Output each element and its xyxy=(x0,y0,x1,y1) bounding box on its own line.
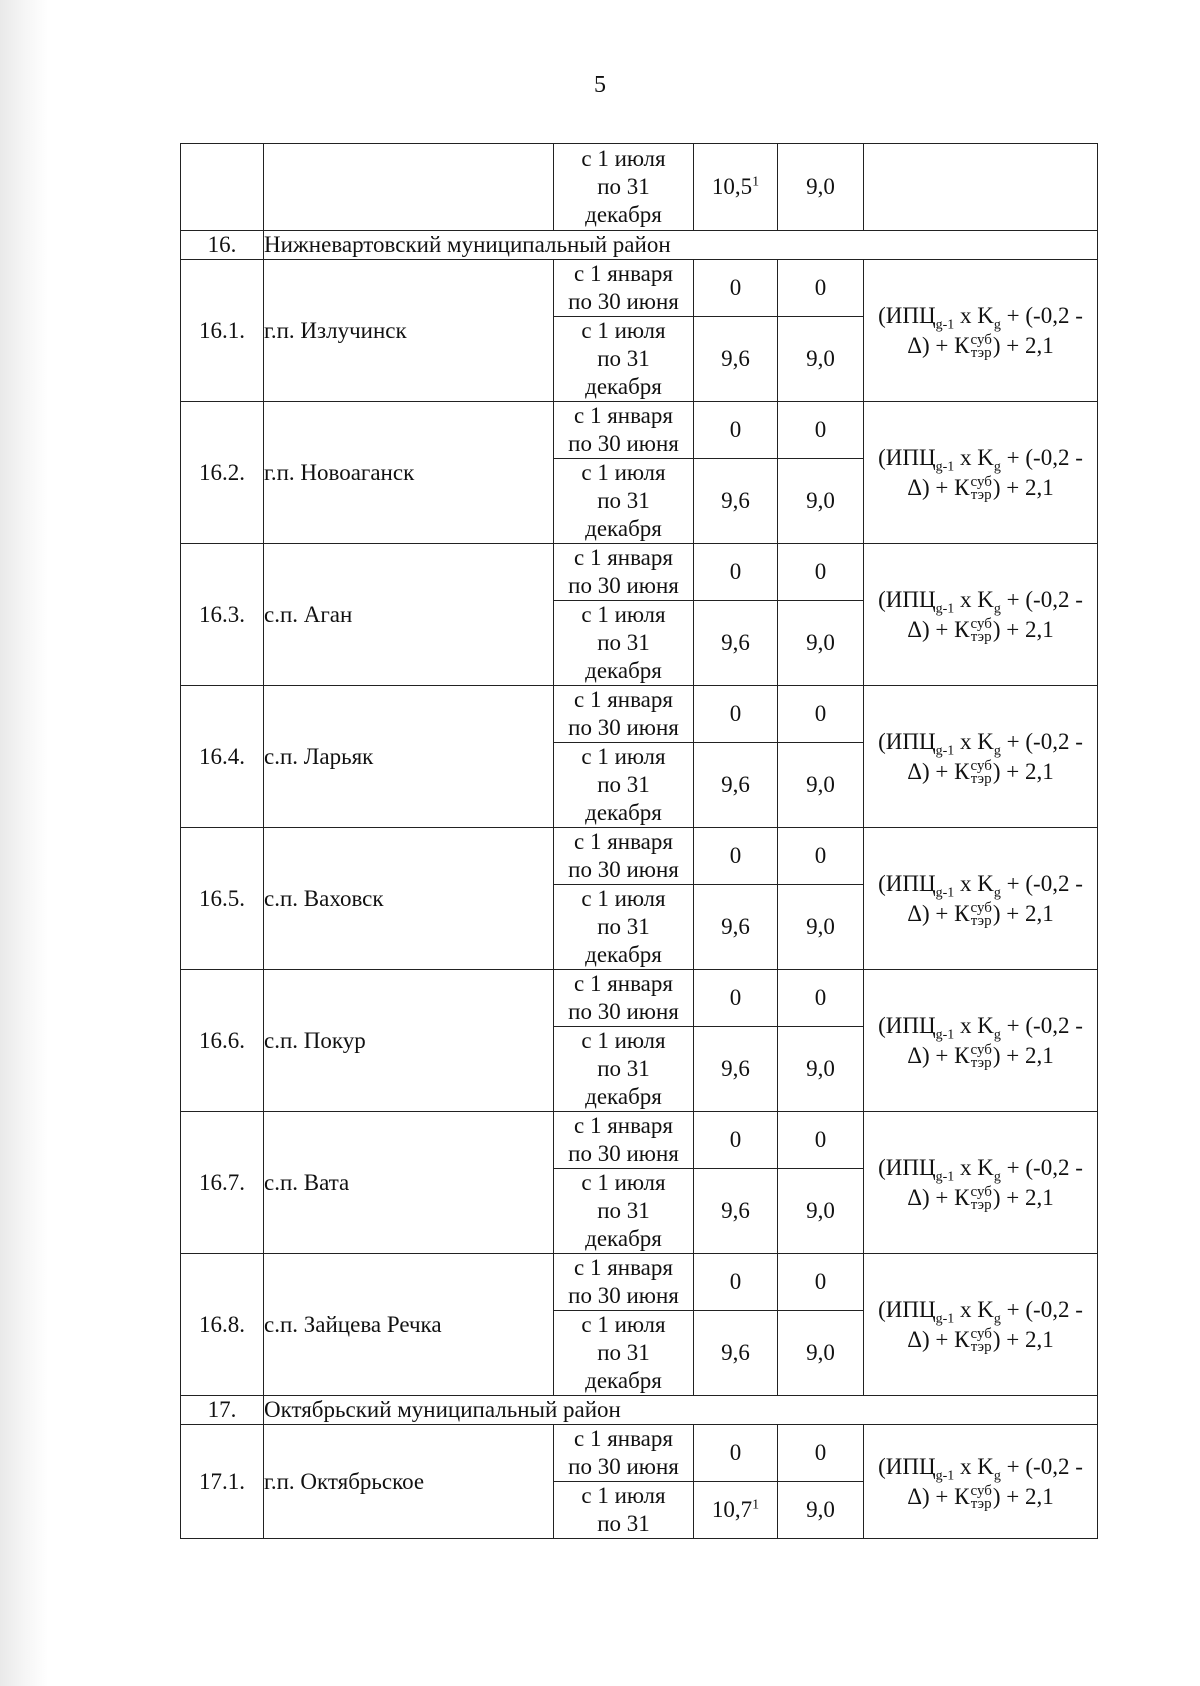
row-number: 16.2. xyxy=(181,402,264,544)
value-cell: 9,0 xyxy=(778,317,864,402)
settlement-name: с.п. Покур xyxy=(264,970,554,1112)
value-cell: 0 xyxy=(778,970,864,1027)
formula-part: + (-0,2 - xyxy=(1000,870,1083,896)
period-line: по 30 июня xyxy=(568,715,679,740)
period-line: с 1 июля xyxy=(581,318,666,343)
period-cell xyxy=(554,885,694,970)
settlement-name: г.п. Новоаганск xyxy=(264,402,554,544)
formula-line-1 xyxy=(864,1011,1097,1041)
formula-part: ) + 2,1 xyxy=(992,900,1054,926)
formula-subscript: тэр xyxy=(970,1197,992,1214)
section-title: Нижневартовский муниципальный район xyxy=(264,231,1098,260)
formula-part: x K xyxy=(954,302,994,328)
period-line: с 1 июля xyxy=(581,1312,666,1337)
formula-line-2 xyxy=(864,1482,1097,1512)
value-text: 10,7 xyxy=(711,1497,753,1522)
period-line: по 31 xyxy=(597,1198,650,1223)
period-cell xyxy=(554,686,694,743)
period-cell xyxy=(554,828,694,885)
period-cell xyxy=(554,1254,694,1311)
period-line: с 1 июля xyxy=(581,602,666,627)
value-cell xyxy=(694,601,778,686)
formula-part: ) + 2,1 xyxy=(992,1184,1054,1210)
period-cell xyxy=(554,1425,694,1482)
value-cell: 0 xyxy=(778,1112,864,1169)
formula-part: + (-0,2 - xyxy=(1000,586,1083,612)
formula-part: ) + 2,1 xyxy=(992,1042,1054,1068)
formula-part: Δ) + К xyxy=(907,758,970,784)
period-line: по 30 июня xyxy=(568,1283,679,1308)
section-number: 17. xyxy=(181,1396,264,1425)
formula-part: Δ) + К xyxy=(907,616,970,642)
formula-subscript: g-1 xyxy=(935,1468,955,1484)
formula-superscript: суб xyxy=(970,758,992,775)
period-cell xyxy=(554,544,694,601)
formula-part: + (-0,2 - xyxy=(1000,302,1083,328)
formula-index xyxy=(970,760,991,786)
formula-part: ) + 2,1 xyxy=(992,758,1054,784)
value-cell xyxy=(694,1482,778,1539)
formula-cell xyxy=(864,970,1098,1112)
table-row xyxy=(181,260,1098,317)
period-line: с 1 июля xyxy=(581,1028,666,1053)
period-line: по 31 xyxy=(597,1056,650,1081)
formula-line-2 xyxy=(864,331,1097,361)
section-header-row xyxy=(181,1396,1098,1425)
formula-part: x K xyxy=(954,586,994,612)
formula-superscript: суб xyxy=(970,474,992,491)
row-number: 16.6. xyxy=(181,970,264,1112)
row-number: 16.8. xyxy=(181,1254,264,1396)
number-cell xyxy=(181,144,264,231)
value-cell: 0 xyxy=(778,544,864,601)
period-line: декабря xyxy=(585,374,662,399)
value-cell: 9,0 xyxy=(778,885,864,970)
period-line: по 31 xyxy=(597,914,650,939)
period-line: по 30 июня xyxy=(568,1141,679,1166)
name-cell xyxy=(264,144,554,231)
settlement-name: г.п. Излучинск xyxy=(264,260,554,402)
table-row xyxy=(181,544,1098,601)
period-cell xyxy=(554,459,694,544)
period-line: с 1 июля xyxy=(581,1170,666,1195)
value-cell: 0 xyxy=(778,828,864,885)
value-cell: 9,0 xyxy=(778,1482,864,1539)
period-cell xyxy=(554,1112,694,1169)
formula-cell xyxy=(864,144,1098,231)
formula-cell xyxy=(864,1254,1098,1396)
period-line: с 1 июля xyxy=(581,460,666,485)
formula-subscript: g xyxy=(993,1468,1001,1484)
formula-subscript: тэр xyxy=(970,771,992,788)
formula-line-2 xyxy=(864,1325,1097,1355)
value-text: 9,6 xyxy=(721,346,750,371)
value-cell xyxy=(694,885,778,970)
formula-index xyxy=(970,476,991,502)
formula-part: (ИПЦ xyxy=(878,1154,936,1180)
value-cell xyxy=(694,144,778,231)
settlement-name: г.п. Октябрьское xyxy=(264,1425,554,1539)
formula-line-1 xyxy=(864,585,1097,615)
table-row xyxy=(181,402,1098,459)
formula-part: Δ) + К xyxy=(907,1483,970,1509)
formula-part: ) + 2,1 xyxy=(992,332,1054,358)
period-line: декабря xyxy=(585,202,662,227)
formula-subscript: тэр xyxy=(970,1496,992,1513)
value-cell xyxy=(694,1027,778,1112)
formula-cell xyxy=(864,260,1098,402)
settlement-name: с.п. Зайцева Речка xyxy=(264,1254,554,1396)
value-cell: 0 xyxy=(778,1425,864,1482)
table-row xyxy=(181,1112,1098,1169)
formula-part: Δ) + К xyxy=(907,332,970,358)
tariff-table-body xyxy=(181,144,1098,1539)
section-number: 16. xyxy=(181,231,264,260)
formula-subscript: g xyxy=(993,459,1001,475)
period-line: по 30 июня xyxy=(568,1454,679,1479)
formula-index xyxy=(970,618,991,644)
formula-index xyxy=(970,1044,991,1070)
period-line: по 31 xyxy=(597,630,650,655)
formula-part: (ИПЦ xyxy=(878,1296,936,1322)
formula-superscript: суб xyxy=(970,332,992,349)
value-cell: 9,0 xyxy=(778,1311,864,1396)
formula-cell xyxy=(864,544,1098,686)
formula-subscript: тэр xyxy=(970,487,992,504)
period-line: с 1 января xyxy=(574,687,673,712)
value-text: 9,6 xyxy=(721,1056,750,1081)
period-cell xyxy=(554,1311,694,1396)
formula-superscript: суб xyxy=(970,900,992,917)
settlement-name: с.п. Ваховск xyxy=(264,828,554,970)
value-cell: 9,0 xyxy=(778,1169,864,1254)
formula-subscript: g xyxy=(993,885,1001,901)
value-cell: 0 xyxy=(778,260,864,317)
value-cell: 9,0 xyxy=(778,743,864,828)
formula-index xyxy=(970,1485,991,1511)
formula-part: ) + 2,1 xyxy=(992,474,1054,500)
formula-part: (ИПЦ xyxy=(878,444,936,470)
value-cell: 0 xyxy=(694,970,778,1027)
period-cell xyxy=(554,1169,694,1254)
formula-cell xyxy=(864,828,1098,970)
formula-subscript: g-1 xyxy=(935,885,955,901)
period-line: с 1 января xyxy=(574,1113,673,1138)
value-cell: 0 xyxy=(778,686,864,743)
value-cell: 0 xyxy=(694,1254,778,1311)
table-row xyxy=(181,828,1098,885)
value-text: 9,6 xyxy=(721,630,750,655)
period-cell xyxy=(554,1027,694,1112)
formula-subscript: g xyxy=(993,1027,1001,1043)
formula-subscript: g-1 xyxy=(935,1169,955,1185)
formula-cell xyxy=(864,1425,1098,1539)
period-line: декабря xyxy=(585,942,662,967)
period-line: по 30 июня xyxy=(568,857,679,882)
period-line: по 30 июня xyxy=(568,573,679,598)
period-line: по 31 xyxy=(597,346,650,371)
value-cell: 0 xyxy=(694,402,778,459)
period-line: декабря xyxy=(585,800,662,825)
value-cell: 9,0 xyxy=(778,601,864,686)
period-line: с 1 января xyxy=(574,545,673,570)
value-cell xyxy=(694,317,778,402)
formula-cell xyxy=(864,402,1098,544)
formula-part: + (-0,2 - xyxy=(1000,444,1083,470)
formula-superscript: суб xyxy=(970,1483,992,1500)
formula-subscript: g-1 xyxy=(935,1027,955,1043)
row-number: 16.7. xyxy=(181,1112,264,1254)
footnote-mark: 1 xyxy=(752,174,760,190)
value-text: 9,6 xyxy=(721,772,750,797)
formula-subscript: g-1 xyxy=(935,601,955,617)
formula-part: (ИПЦ xyxy=(878,302,936,328)
formula-index xyxy=(970,1328,991,1354)
table-row xyxy=(181,970,1098,1027)
value-cell: 0 xyxy=(694,544,778,601)
formula-part: + (-0,2 - xyxy=(1000,1296,1083,1322)
formula-subscript: g-1 xyxy=(935,317,955,333)
period-line: с 1 июля xyxy=(581,146,666,171)
formula-subscript: g xyxy=(993,317,1001,333)
value-cell xyxy=(694,743,778,828)
formula-line-2 xyxy=(864,1183,1097,1213)
value-text: 9,6 xyxy=(721,488,750,513)
period-line: с 1 июля xyxy=(581,744,666,769)
formula-part: (ИПЦ xyxy=(878,1012,936,1038)
formula-line-2 xyxy=(864,615,1097,645)
value-text: 9,6 xyxy=(721,1340,750,1365)
value-cell: 0 xyxy=(778,1254,864,1311)
formula-line-1 xyxy=(864,1295,1097,1325)
formula-subscript: тэр xyxy=(970,913,992,930)
period-cell xyxy=(554,402,694,459)
formula-part: ) + 2,1 xyxy=(992,1326,1054,1352)
formula-line-2 xyxy=(864,1041,1097,1071)
period-line: декабря xyxy=(585,1084,662,1109)
period-cell xyxy=(554,1482,694,1539)
formula-part: + (-0,2 - xyxy=(1000,1012,1083,1038)
formula-line-2 xyxy=(864,757,1097,787)
value-cell: 0 xyxy=(694,686,778,743)
tariff-table xyxy=(180,143,1098,1539)
period-line: с 1 января xyxy=(574,403,673,428)
formula-part: (ИПЦ xyxy=(878,1453,936,1479)
formula-part: x K xyxy=(954,1154,994,1180)
period-line: по 31 xyxy=(597,1511,650,1536)
value-cell xyxy=(694,1169,778,1254)
value-cell: 9,0 xyxy=(778,1027,864,1112)
period-line: декабря xyxy=(585,658,662,683)
value-cell: 0 xyxy=(694,1425,778,1482)
formula-subscript: g-1 xyxy=(935,1311,955,1327)
table-row xyxy=(181,686,1098,743)
formula-subscript: g xyxy=(993,1169,1001,1185)
value-text: 9,6 xyxy=(721,1198,750,1223)
formula-index xyxy=(970,334,991,360)
period-line: декабря xyxy=(585,1226,662,1251)
value-cell: 9,0 xyxy=(778,459,864,544)
formula-cell xyxy=(864,1112,1098,1254)
formula-line-2 xyxy=(864,473,1097,503)
section-title: Октябрьский муниципальный район xyxy=(264,1396,1098,1425)
value-text: 10,5 xyxy=(711,174,753,199)
formula-superscript: суб xyxy=(970,1326,992,1343)
formula-subscript: g xyxy=(993,601,1001,617)
period-line: с 1 июля xyxy=(581,1483,666,1508)
formula-part: ) + 2,1 xyxy=(992,1483,1054,1509)
row-number: 16.5. xyxy=(181,828,264,970)
value-text: 9,0 xyxy=(806,174,835,199)
formula-line-1 xyxy=(864,1153,1097,1183)
period-line: с 1 января xyxy=(574,829,673,854)
formula-part: x K xyxy=(954,870,994,896)
period-line: по 31 xyxy=(597,1340,650,1365)
formula-subscript: тэр xyxy=(970,629,992,646)
formula-index xyxy=(970,902,991,928)
period-line: по 31 xyxy=(597,772,650,797)
period-cell xyxy=(554,317,694,402)
formula-part: x K xyxy=(954,1453,994,1479)
formula-line-1 xyxy=(864,1452,1097,1482)
period-line: по 30 июня xyxy=(568,999,679,1024)
period-line: с 1 июля xyxy=(581,886,666,911)
section-header-row xyxy=(181,231,1098,260)
period-line: по 31 xyxy=(597,488,650,513)
formula-part: Δ) + К xyxy=(907,1042,970,1068)
formula-index xyxy=(970,1186,991,1212)
value-cell: 0 xyxy=(694,260,778,317)
row-number: 16.1. xyxy=(181,260,264,402)
table-row xyxy=(181,1254,1098,1311)
settlement-name: с.п. Аган xyxy=(264,544,554,686)
formula-part: Δ) + К xyxy=(907,1184,970,1210)
formula-line-1 xyxy=(864,727,1097,757)
period-cell xyxy=(554,601,694,686)
settlement-name: с.п. Ларьяк xyxy=(264,686,554,828)
formula-part: + (-0,2 - xyxy=(1000,1453,1083,1479)
formula-subscript: тэр xyxy=(970,345,992,362)
period-line: с 1 января xyxy=(574,1255,673,1280)
row-number: 16.4. xyxy=(181,686,264,828)
formula-line-1 xyxy=(864,443,1097,473)
formula-part: (ИПЦ xyxy=(878,728,936,754)
value-cell xyxy=(778,144,864,231)
period-line: декабря xyxy=(585,516,662,541)
period-line: с 1 января xyxy=(574,971,673,996)
period-cell xyxy=(554,144,694,231)
formula-part: ) + 2,1 xyxy=(992,616,1054,642)
formula-part: Δ) + К xyxy=(907,474,970,500)
period-cell xyxy=(554,260,694,317)
page-number: 5 xyxy=(594,72,606,98)
row-number: 17.1. xyxy=(181,1425,264,1539)
formula-part: x K xyxy=(954,1296,994,1322)
period-line: по 30 июня xyxy=(568,289,679,314)
formula-line-2 xyxy=(864,899,1097,929)
period-line: декабря xyxy=(585,1368,662,1393)
row-number: 16.3. xyxy=(181,544,264,686)
formula-part: x K xyxy=(954,728,994,754)
period-line: с 1 января xyxy=(574,261,673,286)
formula-subscript: g xyxy=(993,1311,1001,1327)
formula-subscript: тэр xyxy=(970,1055,992,1072)
footnote-mark: 1 xyxy=(752,1497,760,1513)
formula-line-1 xyxy=(864,301,1097,331)
formula-subscript: g-1 xyxy=(935,459,955,475)
period-line: с 1 января xyxy=(574,1426,673,1451)
formula-subscript: тэр xyxy=(970,1339,992,1356)
formula-subscript: g xyxy=(993,743,1001,759)
value-cell xyxy=(694,459,778,544)
value-cell: 0 xyxy=(694,828,778,885)
period-cell xyxy=(554,743,694,828)
formula-part: Δ) + К xyxy=(907,900,970,926)
period-line: по 31 xyxy=(597,174,650,199)
table-row xyxy=(181,1425,1098,1482)
formula-superscript: суб xyxy=(970,1184,992,1201)
scan-edge-shadow xyxy=(0,0,48,1686)
value-cell: 0 xyxy=(694,1112,778,1169)
formula-superscript: суб xyxy=(970,616,992,633)
settlement-name: с.п. Вата xyxy=(264,1112,554,1254)
formula-subscript: g-1 xyxy=(935,743,955,759)
formula-line-1 xyxy=(864,869,1097,899)
formula-part: x K xyxy=(954,1012,994,1038)
period-cell xyxy=(554,970,694,1027)
value-cell: 0 xyxy=(778,402,864,459)
formula-part: + (-0,2 - xyxy=(1000,1154,1083,1180)
formula-part: (ИПЦ xyxy=(878,586,936,612)
value-cell xyxy=(694,1311,778,1396)
formula-part: + (-0,2 - xyxy=(1000,728,1083,754)
formula-part: (ИПЦ xyxy=(878,870,936,896)
formula-superscript: суб xyxy=(970,1042,992,1059)
value-text: 9,6 xyxy=(721,914,750,939)
table-row-continuation xyxy=(181,144,1098,231)
formula-part: x K xyxy=(954,444,994,470)
period-line: по 30 июня xyxy=(568,431,679,456)
formula-part: Δ) + К xyxy=(907,1326,970,1352)
formula-cell xyxy=(864,686,1098,828)
